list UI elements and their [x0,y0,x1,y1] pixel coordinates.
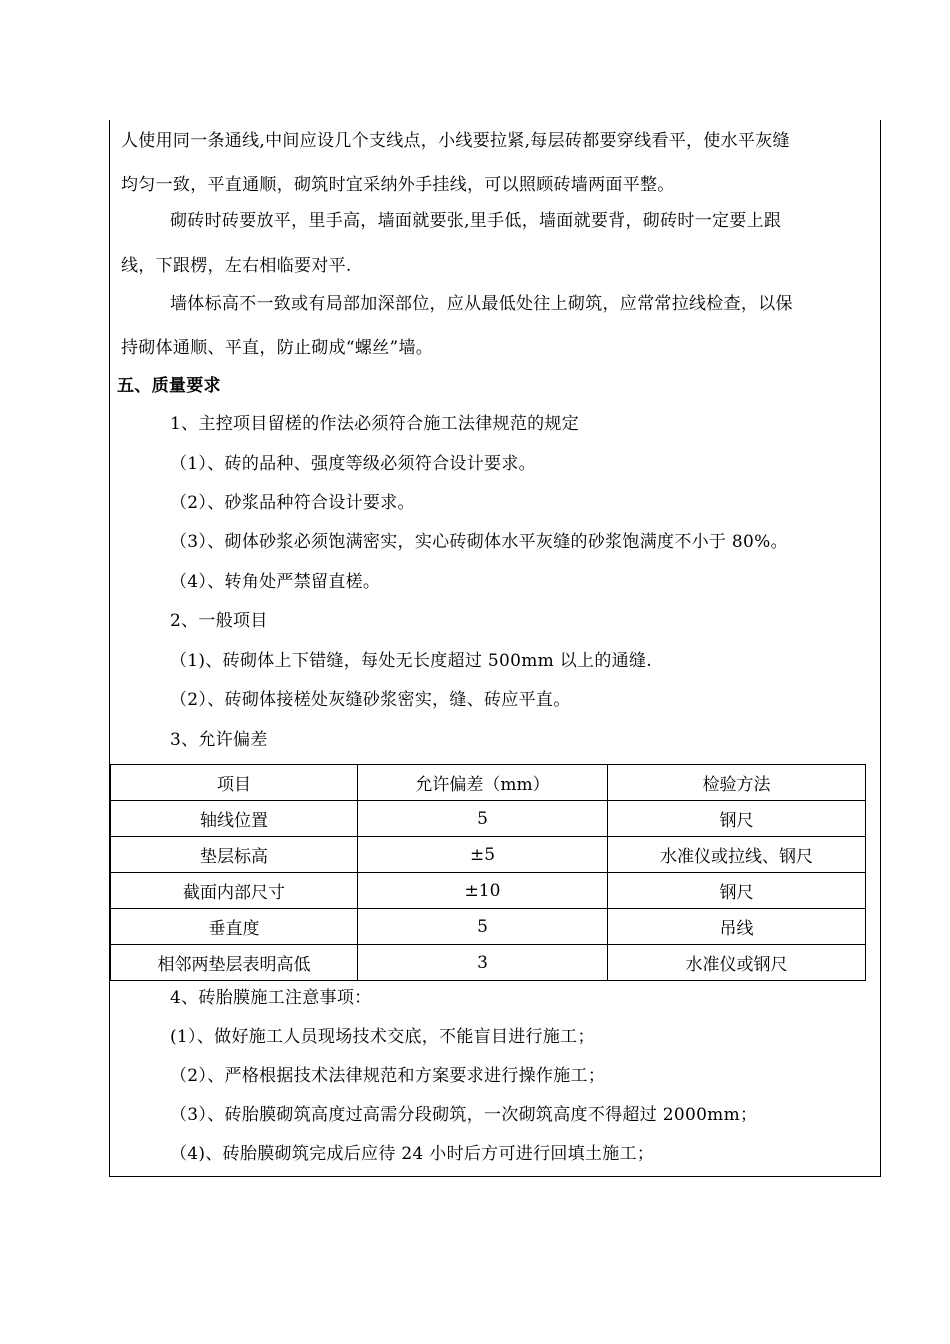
paragraph-line: 均匀一致，平直通顺，砌筑时宜采纳外手挂线，可以照顾砖墙两面平整。 [121,175,675,195]
cell-item: 轴线位置 [111,801,358,837]
table-row [111,909,866,945]
brick-mold-item: （4)、砖胎膜砌筑完成后应待 24 小时后方可进行回填土施工； [170,1144,655,1164]
cell-item: 垫层标高 [111,837,358,873]
cell-tolerance: ±5 [358,837,608,873]
table-row [111,837,866,873]
section-title: 五、质量要求 [117,376,221,396]
main-control-item: （4）、转角处严禁留直槎。 [170,572,381,592]
cell-tolerance: 5 [358,909,608,945]
brick-mold-item: （2）、严格根据技术法律规范和方案要求进行操作施工； [170,1066,606,1086]
paragraph-line: 墙体标高不一致或有局部加深部位，应从最低处往上砌筑，应常常拉线检查，以保 [170,294,793,314]
general-item: （1)、砖砌体上下错缝，每处无长度超过 500mm 以上的通缝. [170,651,652,671]
header-item: 项目 [111,765,358,801]
header-tolerance: 允许偏差（mm） [358,765,608,801]
cell-method: 水准仪或钢尺 [608,945,866,981]
tolerance-title: 3、允许偏差 [170,730,268,750]
cell-item: 垂直度 [111,909,358,945]
table-row [111,873,866,909]
cell-method: 吊线 [608,909,866,945]
table-header-row [111,765,866,801]
header-method: 检验方法 [608,765,866,801]
document-frame [109,120,881,1177]
cell-method: 水准仪或拉线、钢尺 [608,837,866,873]
cell-tolerance: 5 [358,801,608,837]
main-control-title: 1、主控项目留槎的作法必须符合施工法律规范的规定 [170,414,580,434]
table-row [111,801,866,837]
paragraph-line: 砌砖时砖要放平，里手高，墙面就要张,里手低，墙面就要背，砌砖时一定要上跟 [170,211,782,231]
paragraph-line: 持砌体通顺、平直，防止砌成“螺丝”墙。 [121,338,434,358]
table-row [111,945,866,981]
main-control-item: （3）、砌体砂浆必须饱满密实，实心砖砌体水平灰缝的砂浆饱满度不小于 80%。 [170,532,788,552]
cell-tolerance: ±10 [358,873,608,909]
paragraph-line: 线，下跟楞，左右相临要对平. [121,256,352,276]
cell-tolerance: 3 [358,945,608,981]
main-control-item: （1）、砖的品种、强度等级必须符合设计要求。 [170,454,536,474]
cell-item: 相邻两垫层表明高低 [111,945,358,981]
general-title: 2、一般项目 [170,611,268,631]
cell-item: 截面内部尺寸 [111,873,358,909]
main-control-item: （2）、砂浆品种符合设计要求。 [170,493,415,513]
brick-mold-item: （3）、砖胎膜砌筑高度过高需分段砌筑，一次砌筑高度不得超过 2000mm； [170,1105,758,1125]
cell-method: 钢尺 [608,801,866,837]
cell-method: 钢尺 [608,873,866,909]
paragraph-line: 人使用同一条通线,中间应设几个支线点，小线要拉紧,每层砖都要穿线看平，使水平灰缝 [121,131,790,151]
brick-mold-title: 4、砖胎膜施工注意事项： [170,988,372,1008]
general-item: （2）、砖砌体接槎处灰缝砂浆密实，缝、砖应平直。 [170,690,571,710]
brick-mold-item: (1）、做好施工人员现场技术交底，不能盲目进行施工； [170,1027,595,1047]
tolerance-table [110,764,866,981]
